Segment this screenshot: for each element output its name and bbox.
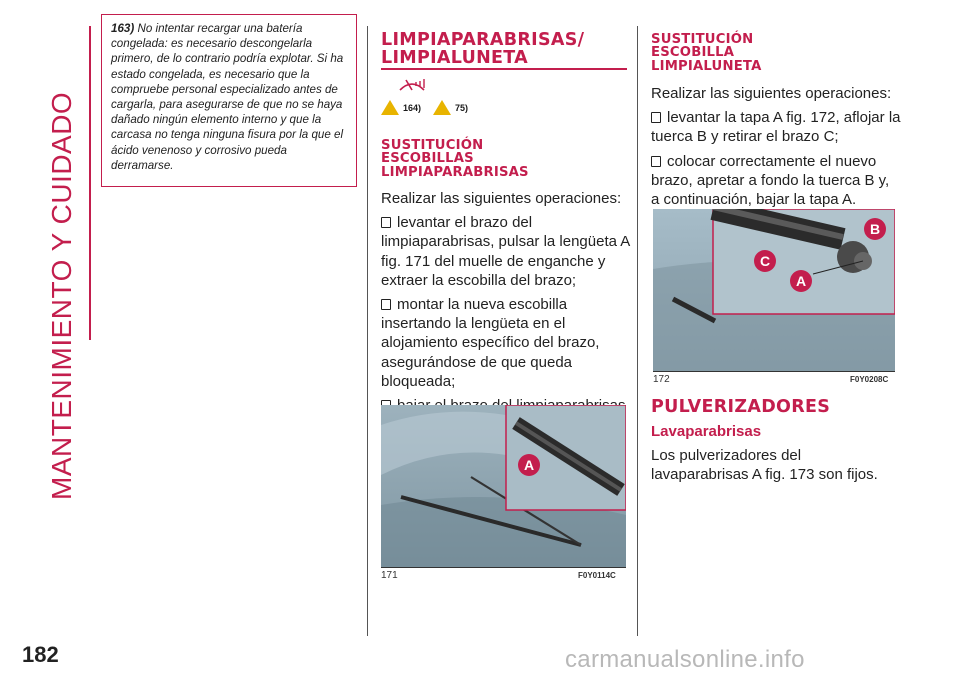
figure-171-number: 171 — [381, 570, 398, 581]
section-title-line-2: LIMPIALUNETA — [381, 48, 529, 68]
subsection-title-line-1: SUSTITUCIÓN — [381, 138, 484, 153]
figure-172-label-b: B — [869, 221, 881, 237]
subsection-title-line-1: SUSTITUCIÓN — [651, 32, 754, 47]
column-divider-1 — [367, 26, 368, 636]
warning-refs — [381, 100, 468, 115]
step-1: levantar la tapa A fig. 172, aflojar la tuerca B y retirar el brazo C; — [651, 109, 901, 146]
wiper-icon — [398, 76, 426, 92]
lavaparabrisas-text: Los pulverizadores del lavaparabrisas A fig. 173 son fijos. — [651, 447, 878, 484]
subsection-title-line-3: LIMPIALUNETA — [651, 58, 762, 74]
rear-wiper-instructions — [651, 84, 901, 209]
warning-text: No intentar recargar una batería congelada: es necesario descongelarla primero, de lo contrario podría explotar. Si ha estado congelada, es necesario que la compruebe personal especializado antes de cargarla, para asegurarse de que no se haya dañado ningún elemento interno y que la carcasa no tenga ninguna fisura por la que el ácido venenoso y corrosivo pueda derramarse. — [111, 22, 344, 172]
checkbox-bullet-icon — [381, 299, 391, 310]
figure-171-illustration — [381, 405, 626, 567]
figure-171-code: F0Y0114C — [578, 571, 616, 580]
checkbox-bullet-icon — [651, 112, 661, 123]
ref-1: 164) — [403, 102, 422, 113]
section-title — [381, 31, 627, 67]
wiper-instructions — [381, 189, 631, 434]
warning-box — [101, 14, 357, 187]
subsection-title-line-3: LIMPIAPARABRISAS — [381, 164, 529, 180]
ref-2: 75) — [455, 102, 469, 113]
figure-172-label-c: C — [759, 253, 771, 269]
subsection-title-wipers — [381, 139, 529, 179]
step-2: montar la nueva escobilla insertando la lengüeta en el alojamiento específico del brazo, asegurándose de que queda bloqueada; — [381, 296, 600, 390]
subsection-title-lavaparabrisas: Lavaparabrisas — [651, 423, 762, 440]
watermark: carmanualsonline.info — [565, 646, 805, 673]
caution-triangle-icon — [433, 100, 451, 115]
intro-text: Realizar las siguientes operaciones: — [651, 85, 892, 102]
checkbox-bullet-icon — [381, 217, 391, 228]
figure-172-label-a: A — [795, 273, 807, 289]
figure-171-label-a: A — [523, 457, 535, 473]
warning-ref: 163) — [111, 22, 135, 35]
checkbox-bullet-icon — [651, 156, 661, 167]
side-accent-bar — [89, 26, 91, 340]
section-side-title: MANTENIMIENTO Y CUIDADO — [46, 91, 77, 500]
subsection-title-line-2: ESCOBILLAS — [381, 151, 474, 167]
column-divider-2 — [637, 26, 638, 636]
figure-171-rule — [381, 567, 626, 568]
figure-172-code: F0Y0208C — [850, 375, 889, 384]
figure-172-number: 172 — [653, 374, 670, 385]
figure-172-rule — [653, 371, 895, 372]
section-title-underline — [381, 68, 627, 70]
intro-text: Realizar las siguientes operaciones: — [381, 190, 622, 207]
subsection-title-rear-wiper — [651, 33, 761, 73]
warning-triangle-icon — [381, 100, 399, 115]
page-number: 182 — [22, 642, 59, 667]
figure-172-illustration — [653, 209, 895, 371]
step-1: levantar el brazo del limpiaparabrisas, pulsar la lengüeta A fig. 171 del muelle de enganche y extraer la escobilla del brazo; — [381, 214, 630, 289]
step-2: colocar correctamente el nuevo brazo, apretar a fondo la tuerca B y, a continuación, bajar la tapa A. — [651, 152, 890, 209]
subsection-title-line-2: ESCOBILLA — [651, 45, 735, 61]
section-title-line-1: LIMPIAPARABRISAS/ — [381, 30, 585, 50]
section-title-pulverizadores: PULVERIZADORES — [651, 397, 831, 417]
